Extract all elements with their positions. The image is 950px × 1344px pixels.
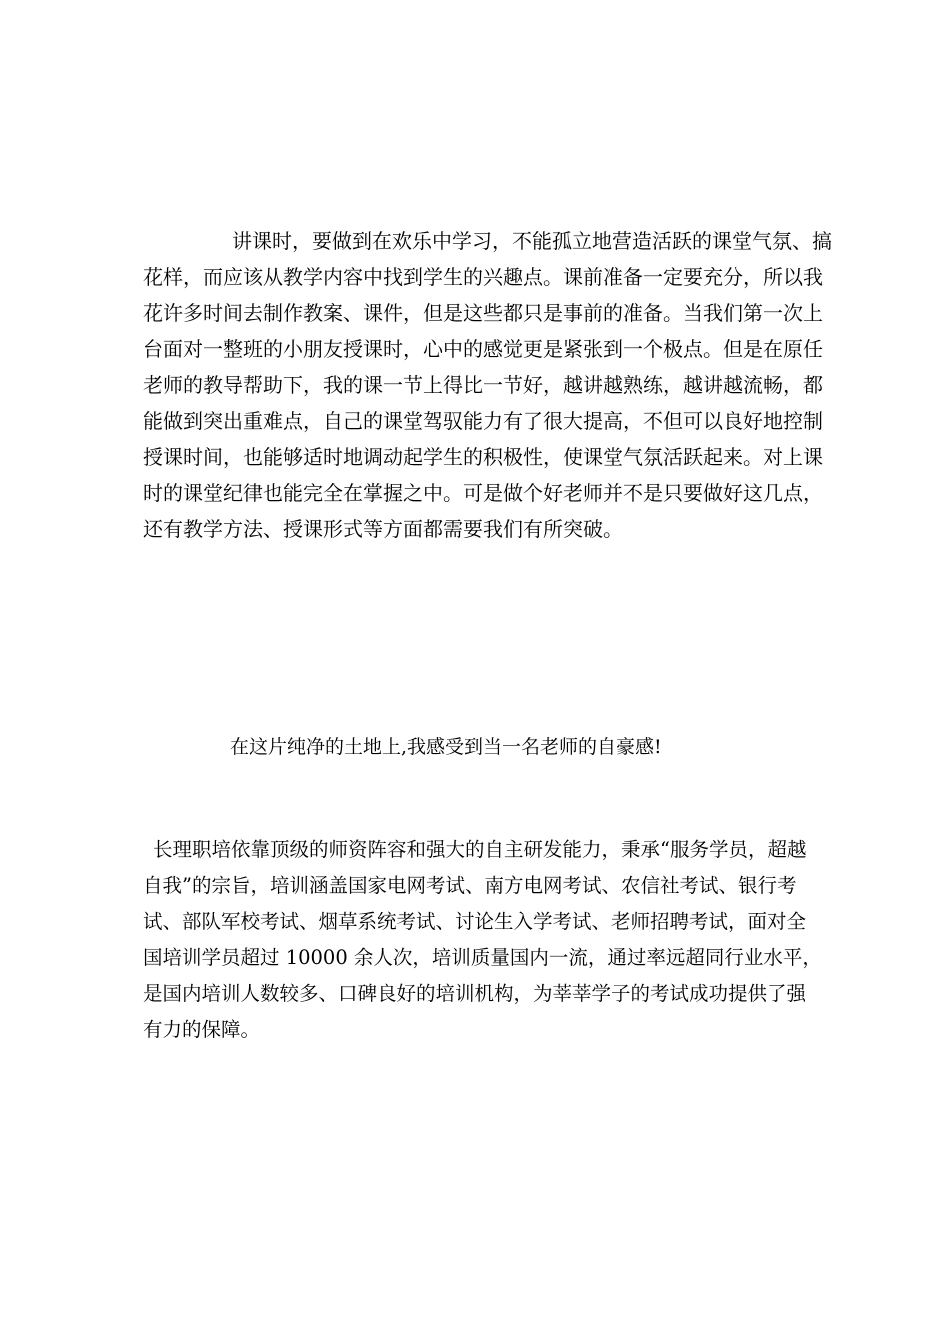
- paragraph-line: 老师的教导帮助下，我的课一节上得比一节好，越讲越熟练，越讲越流畅，都: [143, 373, 823, 397]
- paragraph-line: 是国内培训人数较多、口碑良好的培训机构，为莘莘学子的考试成功提供了强: [143, 982, 807, 1005]
- paragraph-line: 试、部队军校考试、烟草系统考试、讨论生入学考试、老师招聘考试，面对全: [143, 910, 807, 933]
- paragraph-line: 讲课时，要做到在欢乐中学习，不能孤立地营造活跃的课堂气氛、搞: [232, 229, 832, 253]
- paragraph-line: 时的课堂纪律也能完全在掌握之中。可是做个好老师并不是只要做好这几点，: [143, 481, 823, 505]
- paragraph-line: 花许多时间去制作教案、课件，但是这些都只是事前的准备。当我们第一次上: [143, 301, 823, 325]
- paragraph-line: 有力的保障。: [143, 1018, 261, 1041]
- paragraph-line: 自我”的宗旨，培训涵盖国家电网考试、南方电网考试、农信社考试、银行考: [143, 874, 797, 897]
- paragraph-line: 国培训学员超过 10000 余人次，培训质量国内一流，通过率远超同行业水平，: [143, 946, 822, 969]
- paragraph-line: 在这片纯净的土地上,我感受到当一名老师的自豪感!: [230, 736, 662, 758]
- paragraph-line: 能做到突出重难点，自己的课堂驾驭能力有了很大提高，不但可以良好地控制: [143, 409, 823, 433]
- paragraph-line: 授课时间，也能够适时地调动起学生的积极性，使课堂气氛活跃起来。对上课: [143, 445, 823, 469]
- paragraph-line: 花样，而应该从教学内容中找到学生的兴趣点。课前准备一定要充分，所以我: [143, 265, 823, 289]
- paragraph-line: 台面对一整班的小朋友授课时，心中的感觉更是紧张到一个极点。但是在原任: [143, 337, 823, 361]
- paragraph-line: 长理职培依靠顶级的师资阵容和强大的自主研发能力，秉承“服务学员，超越: [153, 838, 807, 861]
- paragraph-line: 还有教学方法、授课形式等方面都需要我们有所突破。: [143, 517, 623, 541]
